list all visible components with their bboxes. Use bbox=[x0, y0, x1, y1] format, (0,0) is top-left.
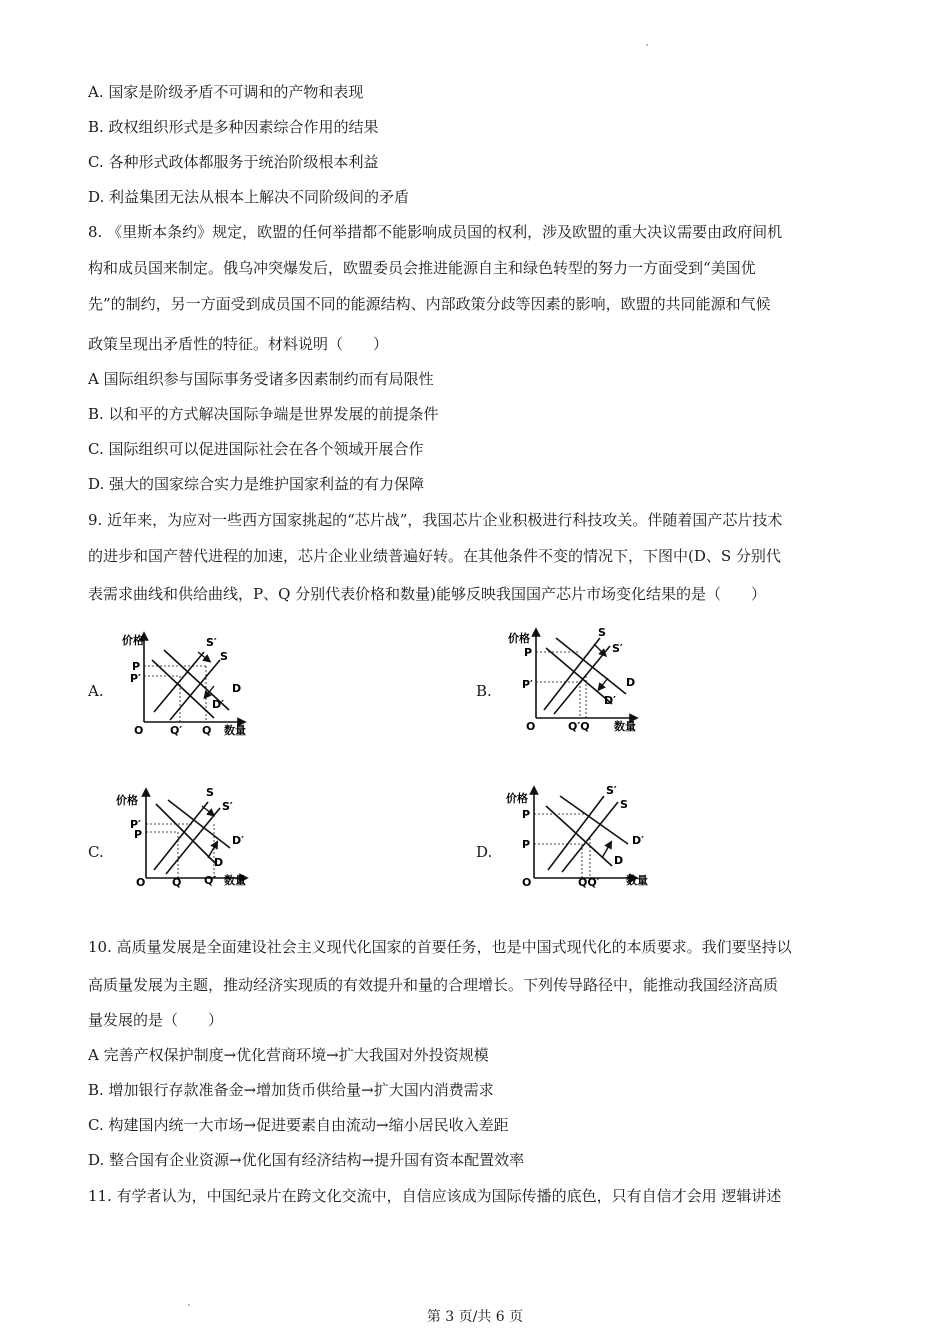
q10-stem-line: 量发展的是（ ） bbox=[88, 1011, 224, 1029]
chart-b-label: S′ bbox=[612, 642, 623, 655]
chart-c-label: D′ bbox=[232, 834, 245, 847]
q9-stem-line: 9. 近年来，为应对一些西方国家挑起的“芯片战”，我国芯片企业积极进行科技攻关。伴随着国产芯片技术 bbox=[88, 511, 783, 529]
chart-c-label: S′ bbox=[222, 800, 233, 813]
chart-d-label: P bbox=[522, 838, 531, 851]
chart-c-label: P bbox=[134, 828, 143, 841]
q9-stem-line: 表需求曲线和供给曲线，P、Q 分别代表价格和数量)能够反映我国国产芯片市场变化结果的是（ ） bbox=[88, 585, 767, 603]
q8-stem-line: 政策呈现出矛盾性的特征。材料说明（ ） bbox=[88, 335, 389, 353]
chart-c-label: S bbox=[206, 786, 214, 799]
x-axis-label: 数量 bbox=[224, 874, 246, 887]
x-axis-label: 数量 bbox=[614, 720, 636, 733]
q9-chart-d bbox=[508, 782, 658, 896]
q9-chart-c-label: C. bbox=[88, 843, 104, 861]
x-axis-label: 数量 bbox=[224, 724, 246, 737]
origin-label: O bbox=[134, 724, 144, 737]
chart-d-label: P bbox=[522, 808, 531, 821]
q7-option-a: A. 国家是阶级矛盾不可调和的产物和表现 bbox=[88, 83, 364, 101]
q7-option-b: B. 政权组织形式是多种因素综合作用的结果 bbox=[88, 118, 379, 136]
chart-c-label: Q′ bbox=[204, 874, 217, 887]
q10-option-c: C. 构建国内统一大市场→促进要素自由流动→缩小居民收入差距 bbox=[88, 1116, 509, 1134]
q8-option-c: C. 国际组织可以促进国际社会在各个领域开展合作 bbox=[88, 440, 424, 458]
chart-a-label: S bbox=[220, 650, 228, 663]
q9-chart-c bbox=[116, 784, 264, 898]
origin-label: O bbox=[522, 876, 532, 889]
chart-b-label: D bbox=[626, 676, 636, 689]
chart-b-label: D′ bbox=[604, 694, 617, 707]
q8-stem-line: 构和成员国来制定。俄乌冲突爆发后，欧盟委员会推进能源自主和绿色转型的努力一方面受到“美国优 bbox=[88, 259, 756, 277]
chart-b-label: S bbox=[598, 626, 606, 639]
q10-option-a: A 完善产权保护制度→优化营商环境→扩大我国对外投资规模 bbox=[88, 1046, 489, 1064]
q8-option-a: A 国际组织参与国际事务受诸多因素制约而有局限性 bbox=[88, 370, 434, 388]
q9-chart-a-label: A. bbox=[88, 682, 104, 700]
q9-chart-b bbox=[508, 624, 656, 738]
q8-stem-line: 先”的制约，另一方面受到成员国不同的能源结构、内部政策分歧等因素的影响，欧盟的共同能源和气候 bbox=[88, 295, 771, 313]
chart-b-label: P bbox=[524, 646, 533, 659]
q10-stem-line: 10. 高质量发展是全面建设社会主义现代化国家的首要任务，也是中国式现代化的本质要求。我们要坚持以 bbox=[88, 938, 792, 956]
q7-option-c: C. 各种形式政体都服务于统治阶级根本利益 bbox=[88, 153, 379, 171]
q10-stem-line: 高质量发展为主题，推动经济实现质的有效提升和量的合理增长。下列传导路径中，能推动我国经济高质 bbox=[88, 976, 779, 994]
chart-a-label: Q bbox=[202, 724, 212, 737]
q9-chart-b-label: B. bbox=[476, 682, 492, 700]
y-axis-label: 价格 bbox=[122, 634, 144, 647]
q11-stem-line: 11. 有学者认为，中国纪录片在跨文化交流中，自信应该成为国际传播的底色，只有自信才会用 逻辑讲述 bbox=[88, 1187, 782, 1205]
origin-label: O bbox=[526, 720, 536, 733]
chart-a-label: P′ bbox=[130, 672, 141, 685]
chart-a-label: Q′ bbox=[170, 724, 183, 737]
y-axis-label: 价格 bbox=[506, 792, 528, 805]
chart-a-label: P bbox=[132, 660, 141, 673]
chart-d-label: D′ bbox=[632, 834, 645, 847]
y-axis-label: 价格 bbox=[116, 794, 138, 807]
chart-c-label: D bbox=[214, 856, 224, 869]
chart-b-label: Q′Q bbox=[568, 720, 590, 733]
chart-a-label: D bbox=[232, 682, 242, 695]
q9-chart-a bbox=[124, 630, 264, 744]
chart-c-label: P′ bbox=[130, 818, 141, 831]
chart-a-label: D′ bbox=[212, 698, 225, 711]
q9-chart-d-label: D. bbox=[476, 843, 493, 861]
chart-d-label: D bbox=[614, 854, 624, 867]
chart-b-label: P′ bbox=[522, 678, 533, 691]
y-axis-label: 价格 bbox=[508, 632, 530, 645]
chart-d-label: S′ bbox=[606, 784, 617, 797]
q8-stem-line: 8. 《里斯本条约》规定，欧盟的任何举措都不能影响成员国的权利，涉及欧盟的重大决议需要由政府间机 bbox=[88, 223, 783, 241]
chart-c-label: Q bbox=[172, 876, 182, 889]
chart-a-label: S′ bbox=[206, 636, 217, 649]
q8-option-b: B. 以和平的方式解决国际争端是世界发展的前提条件 bbox=[88, 405, 439, 423]
scan-speck bbox=[188, 1304, 190, 1306]
page-footer: 第 3 页/共 6 页 bbox=[426, 1309, 524, 1325]
q10-option-d: D. 整合国有企业资源→优化国有经济结构→提升国有资本配置效率 bbox=[88, 1151, 525, 1169]
q7-option-d: D. 利益集团无法从根本上解决不同阶级间的矛盾 bbox=[88, 188, 410, 206]
scan-speck bbox=[646, 44, 648, 46]
q8-option-d: D. 强大的国家综合实力是维护国家利益的有力保障 bbox=[88, 475, 425, 493]
origin-label: O bbox=[136, 876, 146, 889]
x-axis-label: 数量 bbox=[626, 874, 648, 887]
chart-d-label: S bbox=[620, 798, 628, 811]
q10-option-b: B. 增加银行存款准备金→增加货币供给量→扩大国内消费需求 bbox=[88, 1081, 494, 1099]
q9-stem-line: 的进步和国产替代进程的加速，芯片企业业绩普遍好转。在其他条件不变的情况下，下图中(D、S 分别代 bbox=[88, 547, 781, 565]
chart-d-label: QQ′ bbox=[578, 876, 600, 889]
